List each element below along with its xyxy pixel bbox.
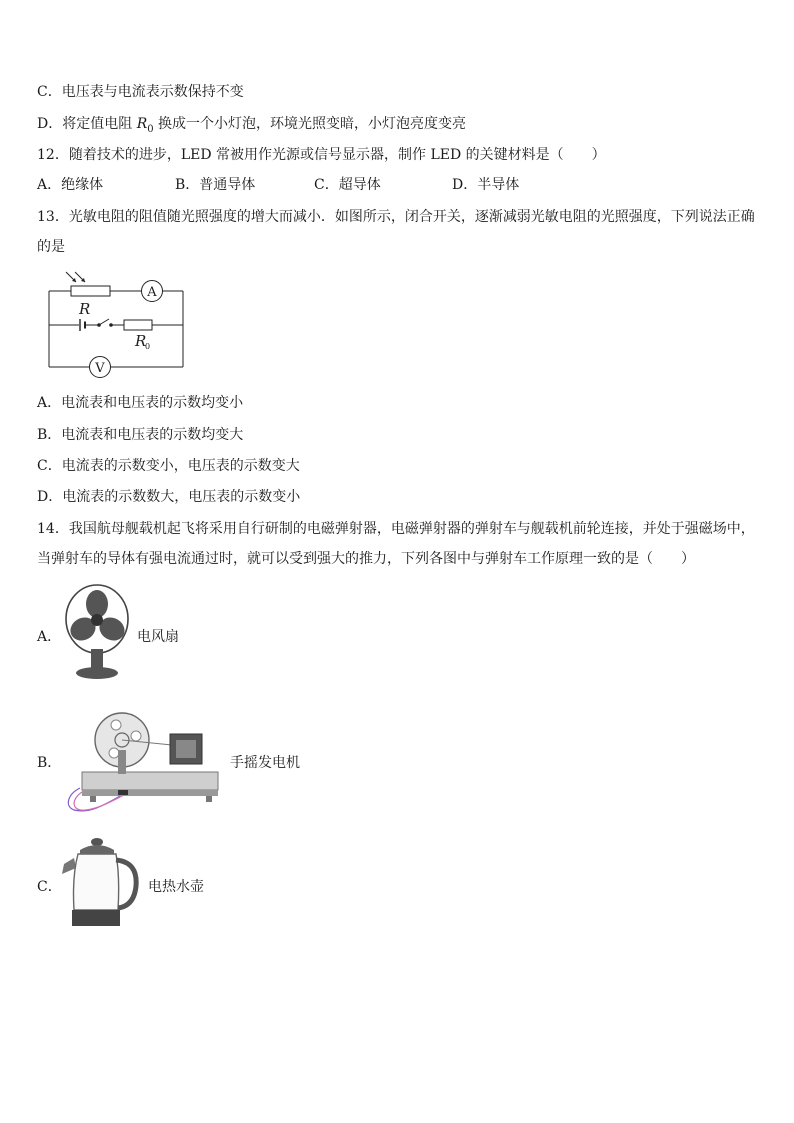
resistor-r0 bbox=[124, 320, 152, 330]
generator-board-edge bbox=[82, 790, 218, 796]
kettle-base bbox=[72, 910, 120, 926]
voltmeter-label: V bbox=[95, 361, 105, 376]
q14-option-c-caption: 电热水壶 bbox=[148, 879, 204, 895]
q14-option-c-letter: C． bbox=[37, 879, 62, 895]
q13-option-c: C．电流表的示数变小，电压表的示数变大 bbox=[37, 458, 300, 474]
q11-option-d-sub: 0 bbox=[147, 123, 154, 135]
generator-wheel-post bbox=[118, 750, 126, 774]
kettle-body bbox=[74, 854, 119, 910]
q12-option-d: D．半导体 bbox=[452, 177, 520, 193]
ammeter-label: A bbox=[147, 285, 157, 300]
q11-option-d-before: D．将定值电阻 bbox=[37, 116, 137, 132]
generator-foot-right bbox=[206, 796, 212, 802]
fan-hub bbox=[91, 614, 103, 626]
fan-base bbox=[76, 667, 118, 679]
generator-wheel-hole-3 bbox=[109, 748, 119, 758]
generator-board bbox=[82, 772, 218, 790]
q13-stem-line1: 13．光敏电阻的阻值随光照强度的增大而减小．如图所示，闭合开关，逐渐减弱光敏电阻的光照强度，下列说法正确 bbox=[37, 209, 755, 225]
q12-stem: 12．随着技术的进步，LED 常被用作光源或信号显示器，制作 LED 的关键材料是（ ） bbox=[37, 147, 606, 163]
kettle-spout bbox=[62, 858, 76, 874]
q14-option-b-letter: B． bbox=[37, 755, 62, 771]
electric-kettle-image bbox=[60, 836, 150, 936]
kettle-lid bbox=[80, 845, 114, 854]
q13-option-b: B．电流表和电压表的示数均变大 bbox=[37, 427, 244, 443]
label-r: R bbox=[79, 300, 91, 318]
hand-generator-image bbox=[60, 710, 222, 818]
q14-stem-line1: 14．我国航母舰载机起飞将采用自行研制的电磁弹射器，电磁弹射器的弹射车与舰载机前轮连接，并处于强磁场中， bbox=[37, 521, 755, 537]
q11-option-d bbox=[37, 115, 466, 139]
generator-clip bbox=[118, 790, 128, 795]
kettle-lid-knob bbox=[91, 838, 103, 846]
generator-foot-left bbox=[90, 796, 96, 802]
electric-fan-image bbox=[64, 583, 130, 683]
q14-stem-line2: 当弹射车的导体有强电流通过时，就可以受到强大的推力，下列各图中与弹射车工作原理一致的是（ ） bbox=[37, 551, 695, 567]
q14-option-a-caption: 电风扇 bbox=[137, 629, 179, 645]
q11-option-c: C．电压表与电流表示数保持不变 bbox=[37, 84, 244, 100]
circuit-diagram bbox=[44, 268, 188, 380]
q13-option-a: A．电流表和电压表的示数均变小 bbox=[37, 395, 244, 411]
q13-stem-line2: 的是 bbox=[37, 239, 65, 255]
switch-lever bbox=[99, 319, 109, 325]
generator-wheel-hole-1 bbox=[111, 720, 121, 730]
q11-option-d-symbol: R bbox=[136, 116, 148, 132]
q14-option-b-caption: 手摇发电机 bbox=[230, 755, 300, 771]
q12-option-b: B．普通导体 bbox=[175, 177, 256, 193]
q11-option-d-after: 换成一个小灯泡，环境光照变暗，小灯泡亮度变亮 bbox=[153, 116, 467, 132]
photoresistor-r bbox=[71, 286, 110, 296]
q12-option-a: A．绝缘体 bbox=[37, 177, 104, 193]
label-r0-sub: 0 bbox=[145, 342, 151, 351]
generator-wheel-hole-2 bbox=[131, 731, 141, 741]
q12-option-c: C．超导体 bbox=[314, 177, 381, 193]
fan-stand bbox=[91, 649, 103, 669]
q14-option-a-letter: A． bbox=[37, 629, 62, 645]
q13-option-d: D．电流表的示数数大，电压表的示数变小 bbox=[37, 489, 301, 505]
switch-contact bbox=[110, 324, 113, 327]
generator-coil bbox=[176, 740, 196, 758]
label-r0: R bbox=[135, 332, 147, 350]
